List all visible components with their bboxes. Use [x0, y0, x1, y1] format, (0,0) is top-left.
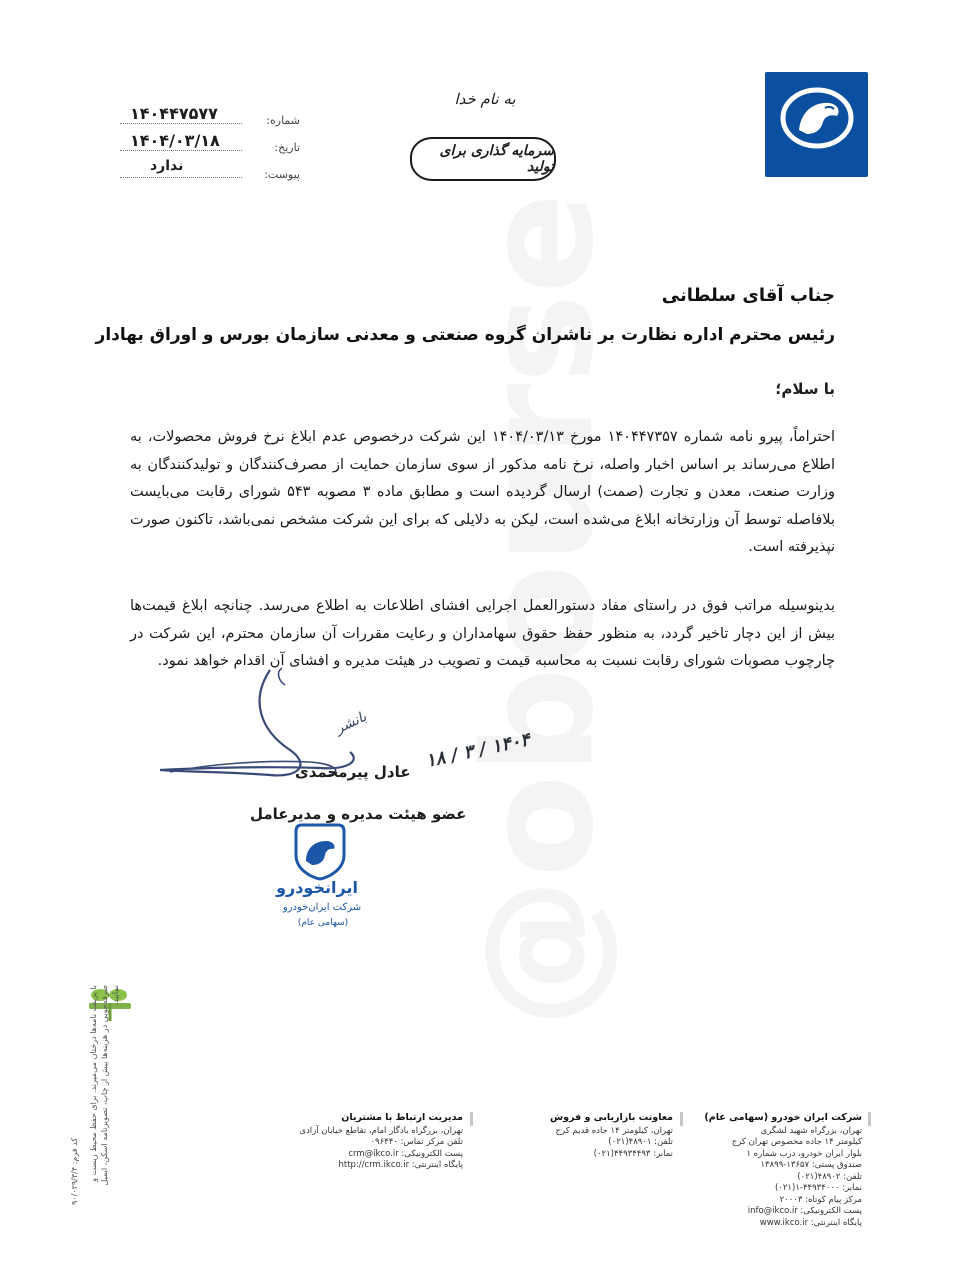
footer-line: پست الکترونیکی: info@ikco.ir [747, 1206, 862, 1216]
footer-line: پست الکترونیکی: crm@ikco.ir [348, 1148, 463, 1159]
letter-number-value: ۱۴۰۴۴۷۵۷۷ [130, 104, 218, 123]
footer-line: تلفن: ۴۸۹۰۲(۰۲۱) [797, 1171, 862, 1182]
body-paragraph-1: احتراماً، پیرو نامه شماره ۱۴۰۴۴۷۳۵۷ مورخ ۱۴۰۴/۰۳/۱۳ این شرکت درخصوص عدم ابلاغ نرخ فروش محصولات، به اطلاع می‌رساند بر اساس اخبار واصله، نرخ نامه مذکور از سوی سازمان حمایت از مصرف‌کنندگان و تولیدکنندگان به وزارت صنعت، معدن و تجارت (صمت) ارسال گردیده است و مطابق ماده ۳ مصوبه ۵۴۳ شورای رقابت می‌بایست بلافاصله توسط آن وزارتخانه ابلاغ می‌شده است، لیکن به دلایلی که برای این شرکت مشخص نمی‌باشد، تاکنون صورت نپذیرفته است. [130, 429, 836, 555]
footer-company [682, 1112, 862, 1229]
footer-crm-title: مدیریت ارتباط با مشتریان [341, 1112, 463, 1123]
signer-title: عضو هیئت مدیره و مدیرعامل [250, 805, 467, 823]
footer-divider [470, 1112, 473, 1126]
letter-attachment-label: پیوست: [264, 168, 300, 181]
footer-line: صندوق پستی: ۱۳۶۵۷-۱۳۸۹۹ [760, 1160, 862, 1170]
footer-line: نمابر: ۴۴۹۳۴۴۹۳(۰۲۱) [593, 1148, 673, 1159]
stamp-company: شرکت ایران‌خودرو [282, 902, 362, 913]
letter-attachment-row [120, 158, 300, 188]
letter-number-label: شماره: [266, 114, 300, 127]
letter-date-value: ۱۴۰۴/۰۳/۱۸ [130, 131, 220, 150]
footer-line: کیلومتر ۱۴ جاده مخصوص تهران کرج [731, 1137, 862, 1147]
letter-attachment-value: ندارد [150, 158, 184, 174]
footer-line: تهران، بزرگراه یادگار امام، تقاطع خیابان آزادی [299, 1125, 463, 1136]
signature-scribble [150, 660, 450, 820]
footer-line: تهران، بزرگراه شهید لشگری [760, 1125, 862, 1136]
footer-divider [680, 1112, 683, 1126]
handwritten-date: ۱۸ / ۳ / ۱۴۰۴ [423, 729, 532, 772]
horse-head-icon [765, 72, 868, 177]
body-paragraph-2: بدینوسیله مراتب فوق در راستای مفاد دستورالعمل اجرایی افشای اطلاعات به اطلاع می‌رسد. چنانچه ابلاغ قیمت‌ها بیش از این دچار تاخیر گردد، به منظور حفظ حقوق سهامداران و رعایت مقررات آن سازمان محترم، این شرکت در چارچوب مصوبات شورای رقابت نسبت به محاسبه قیمت و تصویب در هیئت مدیره و افشای آن اقدام خواهد نمود. [130, 598, 835, 669]
footer-company-title: شرکت ایران خودرو (سهامی عام) [704, 1112, 862, 1123]
footer-line: بلوار ایران خودرو، درب شماره ۱ [746, 1148, 862, 1159]
footer-line: پایگاه اینترنتی: http://crm.ikco.ir [338, 1160, 463, 1170]
footer-sales [513, 1112, 673, 1160]
addressee: جناب آقای سلطانی [661, 285, 835, 306]
company-logo [765, 72, 868, 235]
handwritten-note: بانشر [333, 708, 370, 738]
letter-date-row [120, 131, 300, 161]
letter-date-label: تاریخ: [274, 141, 300, 154]
footer-divider [868, 1112, 871, 1126]
form-code: کد فرم: ۹۰/۰۲۹/۳/۴ [70, 1137, 79, 1205]
footer-line: تهران، کیلومتر ۱۴ جاده قدیم کرج [555, 1125, 673, 1136]
footer-line: نمابر: ۴۴۹۳۴۰۰۰-۱(۰۲۱) [774, 1183, 862, 1193]
footer-line: پایگاه اینترنتی: www.ikco.ir [759, 1217, 862, 1228]
footer-line: تلفن مرکز تماس: ۰۹۶۴۴۰ [370, 1137, 463, 1147]
stamp-company-type: (سهامی عام) [297, 918, 349, 928]
footer-sales-title: معاونت بازاریابی و فروش [550, 1112, 673, 1123]
logo-text: ایرانخودرو [773, 215, 860, 235]
stamp-brand: ایرانخودرو [276, 878, 358, 897]
footer-line: تلفن: ۴۸۹۰۱(۰۲۱) [608, 1137, 673, 1147]
addressee-title: رئیس محترم اداره نظارت بر ناشران گروه صنعتی و معدنی سازمان بورس و اوراق بهادار [95, 325, 835, 345]
bismillah: به نام خدا [454, 90, 516, 108]
signer-name: عادل پیرمحمدی [295, 763, 411, 781]
footer-crm [273, 1112, 463, 1172]
footer-line: مرکز پیام کوتاه: ۲۰۰۰۳ [779, 1194, 862, 1205]
eco-notice: با پرینت نامه‌ها درختان می‌میرند. برای حفظ محیط زیست و صرفه‌جویی در هزینه‌ها پیش از چاپ، تصویرنامه اسکن، ایمیل نمایید. [89, 985, 120, 1186]
slogan-stamp: سرمایه گذاری برای تولید [410, 137, 556, 181]
greeting: با سلام؛ [775, 380, 835, 398]
